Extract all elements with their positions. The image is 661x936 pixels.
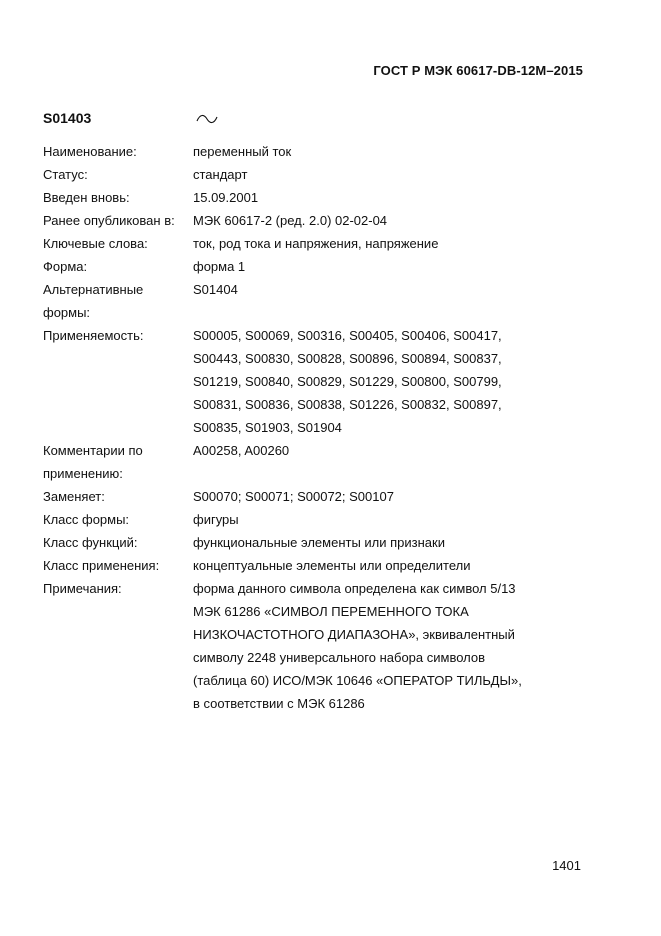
tilde-ac-icon [196,112,218,130]
field-label: Введен вновь: [43,190,130,205]
field-value: A00258, A00260 [193,443,290,458]
field-label: Класс формы: [43,512,130,527]
field-keywords [43,232,563,255]
field-form-class [43,508,563,531]
field-value: МЭК 60617-2 (ред. 2.0) 02-02-04 [193,213,388,228]
field-label: Заменяет: [43,489,105,504]
value-line: S01219, S00840, S00829, S01229, S00800, S00799, [193,374,502,389]
field-value: форма 1 [193,259,246,274]
field-label: Ключевые слова: [43,236,148,251]
field-comments [43,439,563,485]
field-list [43,140,563,715]
value-line: S00835, S01903, S01904 [193,420,342,435]
field-published [43,209,563,232]
value-line: S00443, S00830, S00828, S00896, S00894, S00837, [193,351,502,366]
label-line: применению: [43,466,123,481]
symbol-code: S01403 [43,110,92,126]
field-value: концептуальные элементы или определители [193,558,471,573]
field-value: стандарт [193,167,248,182]
field-label: Примечания: [43,581,122,596]
field-name [43,140,563,163]
value-line: форма данного символа определена как символ 5/13 [193,581,516,596]
label-line: Альтернативные [43,282,144,297]
value-line: символу 2248 универсального набора символов [193,650,486,665]
field-application-class [43,554,563,577]
field-value: ток, род тока и напряжения, напряжение [193,236,439,251]
label-line: Комментарии по [43,443,143,458]
value-line: S00005, S00069, S00316, S00405, S00406, S00417, [193,328,502,343]
field-label [43,439,193,485]
field-label: Статус: [43,167,88,182]
field-label: Применяемость: [43,328,144,343]
field-label [43,278,193,324]
document-header: ГОСТ Р МЭК 60617-DB-12M–2015 [373,63,583,78]
field-introduced [43,186,563,209]
field-label: Наименование: [43,144,137,159]
field-value: переменный ток [193,144,292,159]
label-line: формы: [43,305,91,320]
page-number: 1401 [552,858,581,873]
field-replaces [43,485,563,508]
field-notes [43,577,563,715]
field-function-class [43,531,563,554]
value-line: (таблица 60) ИСО/МЭК 10646 «ОПЕРАТОР ТИЛЬДЫ», [193,673,522,688]
field-value [193,577,563,715]
field-label: Класс применения: [43,558,160,573]
field-value: фигуры [193,512,239,527]
value-line: в соответствии с МЭК 61286 [193,696,365,711]
value-line: S00831, S00836, S00838, S01226, S00832, S00897, [193,397,502,412]
field-value: S01404 [193,282,238,297]
field-value: S00070; S00071; S00072; S00107 [193,489,394,504]
field-form [43,255,563,278]
field-label: Форма: [43,259,88,274]
field-label: Класс функций: [43,535,138,550]
value-line: НИЗКОЧАСТОТНОГО ДИАПАЗОНА», эквивалентный [193,627,515,642]
field-value: функциональные элементы или признаки [193,535,445,550]
field-status [43,163,563,186]
field-label: Ранее опубликован в: [43,213,175,228]
field-alternative-forms [43,278,563,324]
field-applicability [43,324,563,439]
field-value [193,324,563,439]
value-line: МЭК 61286 «СИМВОЛ ПЕРЕМЕННОГО ТОКА [193,604,469,619]
field-value: 15.09.2001 [193,190,259,205]
